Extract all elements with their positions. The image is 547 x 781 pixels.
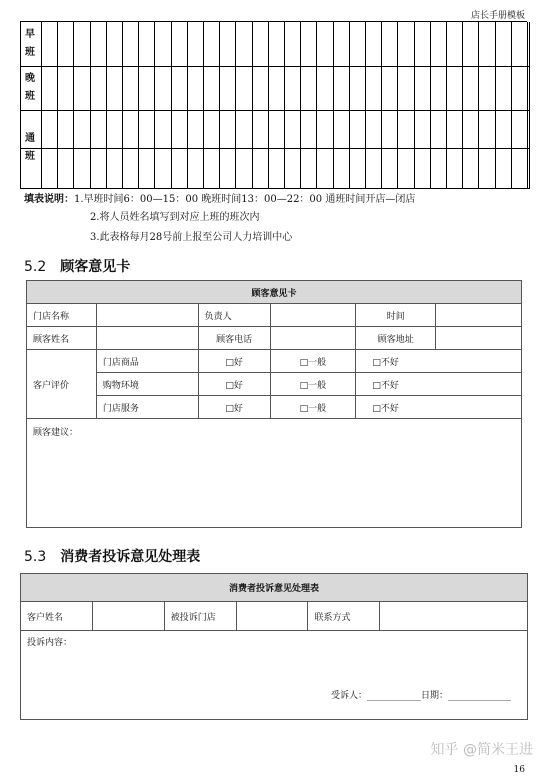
manager-label: 负责人 [198,304,270,327]
store-name-label: 门店名称 [27,304,97,327]
contact-label: 联系方式 [308,602,380,631]
good-checkbox[interactable]: □好 [198,350,270,373]
store-name-field[interactable] [96,304,198,327]
notes-text: 1.早班时间6：00—15：00 晚班时间13：00—22：00 通班时间开店—闭店 [74,194,416,205]
customer-phone-label: 顾客电话 [198,327,270,350]
page-number: 16 [513,765,525,775]
customer-name-field[interactable] [92,602,164,631]
eval-item-name: 门店商品 [96,350,198,373]
grid-row-divider [21,66,529,67]
grid-column-divider [252,22,253,188]
contact-field[interactable] [380,602,528,631]
shift-schedule-grid [20,22,530,189]
section-heading [24,256,130,276]
complaint-content-label: 投诉内容： [27,638,73,648]
schedule-row-label: 通班 [25,133,35,162]
customer-name-field[interactable] [96,327,198,350]
time-field[interactable] [436,304,522,327]
customer-address-field[interactable] [436,327,522,350]
grid-column-divider [73,22,74,188]
grid-column-divider [495,22,496,188]
grid-column-divider [462,22,463,188]
grid-column-divider [235,22,236,188]
grid-column-divider [446,22,447,188]
notes-line-3: 3.此表格每月28号前上报至公司人力培训中心 [90,232,293,243]
grid-column-divider [349,22,350,188]
manager-field[interactable] [270,304,356,327]
complaint-handling-table [20,573,528,720]
grid-column-divider [397,22,398,188]
grid-column-divider [365,22,366,188]
grid-column-divider [106,22,107,188]
grid-column-divider [511,22,512,188]
section-number: 5.2 [24,259,47,275]
grid-column-divider [430,22,431,188]
grid-column-divider [219,22,220,188]
customer-phone-field[interactable] [270,327,356,350]
complained-store-field[interactable] [236,602,308,631]
grid-column-divider [478,22,479,188]
grid-column-divider [138,22,139,188]
suggestion-label: 顾客建议： [33,428,79,438]
notes-line-2: 2.将人员姓名填写到对应上班的班次内 [90,212,260,223]
grid-column-divider [300,22,301,188]
table-title: 顾客意见卡 [27,281,522,304]
grid-column-divider [171,22,172,188]
schedule-row-label: 晚班 [25,73,35,102]
ok-checkbox[interactable]: □一般 [270,373,356,396]
schedule-row-label: 早班 [25,29,35,58]
grid-column-divider [57,22,58,188]
grid-column-divider [284,22,285,188]
evaluation-label: 客户评价 [27,350,97,419]
section-title: 顾客意见卡 [60,259,131,275]
time-label: 时间 [356,304,436,327]
section-title: 消费者投诉意见处理表 [60,549,201,565]
eval-item-name: 购物环境 [96,373,198,396]
eval-item-name: 门店服务 [96,396,198,419]
grid-column-divider [187,22,188,188]
ok-checkbox[interactable]: □一般 [270,396,356,419]
ok-checkbox[interactable]: □一般 [270,350,356,373]
grid-column-divider [268,22,269,188]
table-title: 消费者投诉意见处理表 [21,574,528,602]
complaint-content-field[interactable] [21,631,528,720]
customer-address-label: 顾客地址 [356,327,436,350]
grid-column-divider [122,22,123,188]
page-header: 店长手册模板 [470,11,525,21]
watermark: 知乎 @简米王进 [430,742,533,758]
suggestion-field[interactable] [27,419,522,528]
grid-column-divider [316,22,317,188]
receiver-date-line: 受诉人：____________日期：______________ [330,691,511,701]
good-checkbox[interactable]: □好 [198,396,270,419]
customer-name-label: 客户姓名 [21,602,93,631]
grid-row-divider [21,110,529,111]
complained-store-label: 被投诉门店 [164,602,236,631]
customer-feedback-table [26,280,522,528]
bad-checkbox[interactable]: □不好 [356,396,522,419]
bad-checkbox[interactable]: □不好 [356,350,522,373]
grid-column-divider [381,22,382,188]
grid-column-divider [527,22,528,188]
notes-line-1 [24,192,415,208]
grid-column-divider [41,22,42,188]
section-number: 5.3 [24,549,47,565]
grid-row-divider [21,148,529,149]
grid-column-divider [203,22,204,188]
notes-title: 填表说明： [24,194,74,205]
bad-checkbox[interactable]: □不好 [356,373,522,396]
grid-column-divider [414,22,415,188]
section-heading [24,546,200,566]
grid-column-divider [90,22,91,188]
customer-name-label: 顾客姓名 [27,327,97,350]
good-checkbox[interactable]: □好 [198,373,270,396]
grid-column-divider [154,22,155,188]
grid-column-divider [333,22,334,188]
